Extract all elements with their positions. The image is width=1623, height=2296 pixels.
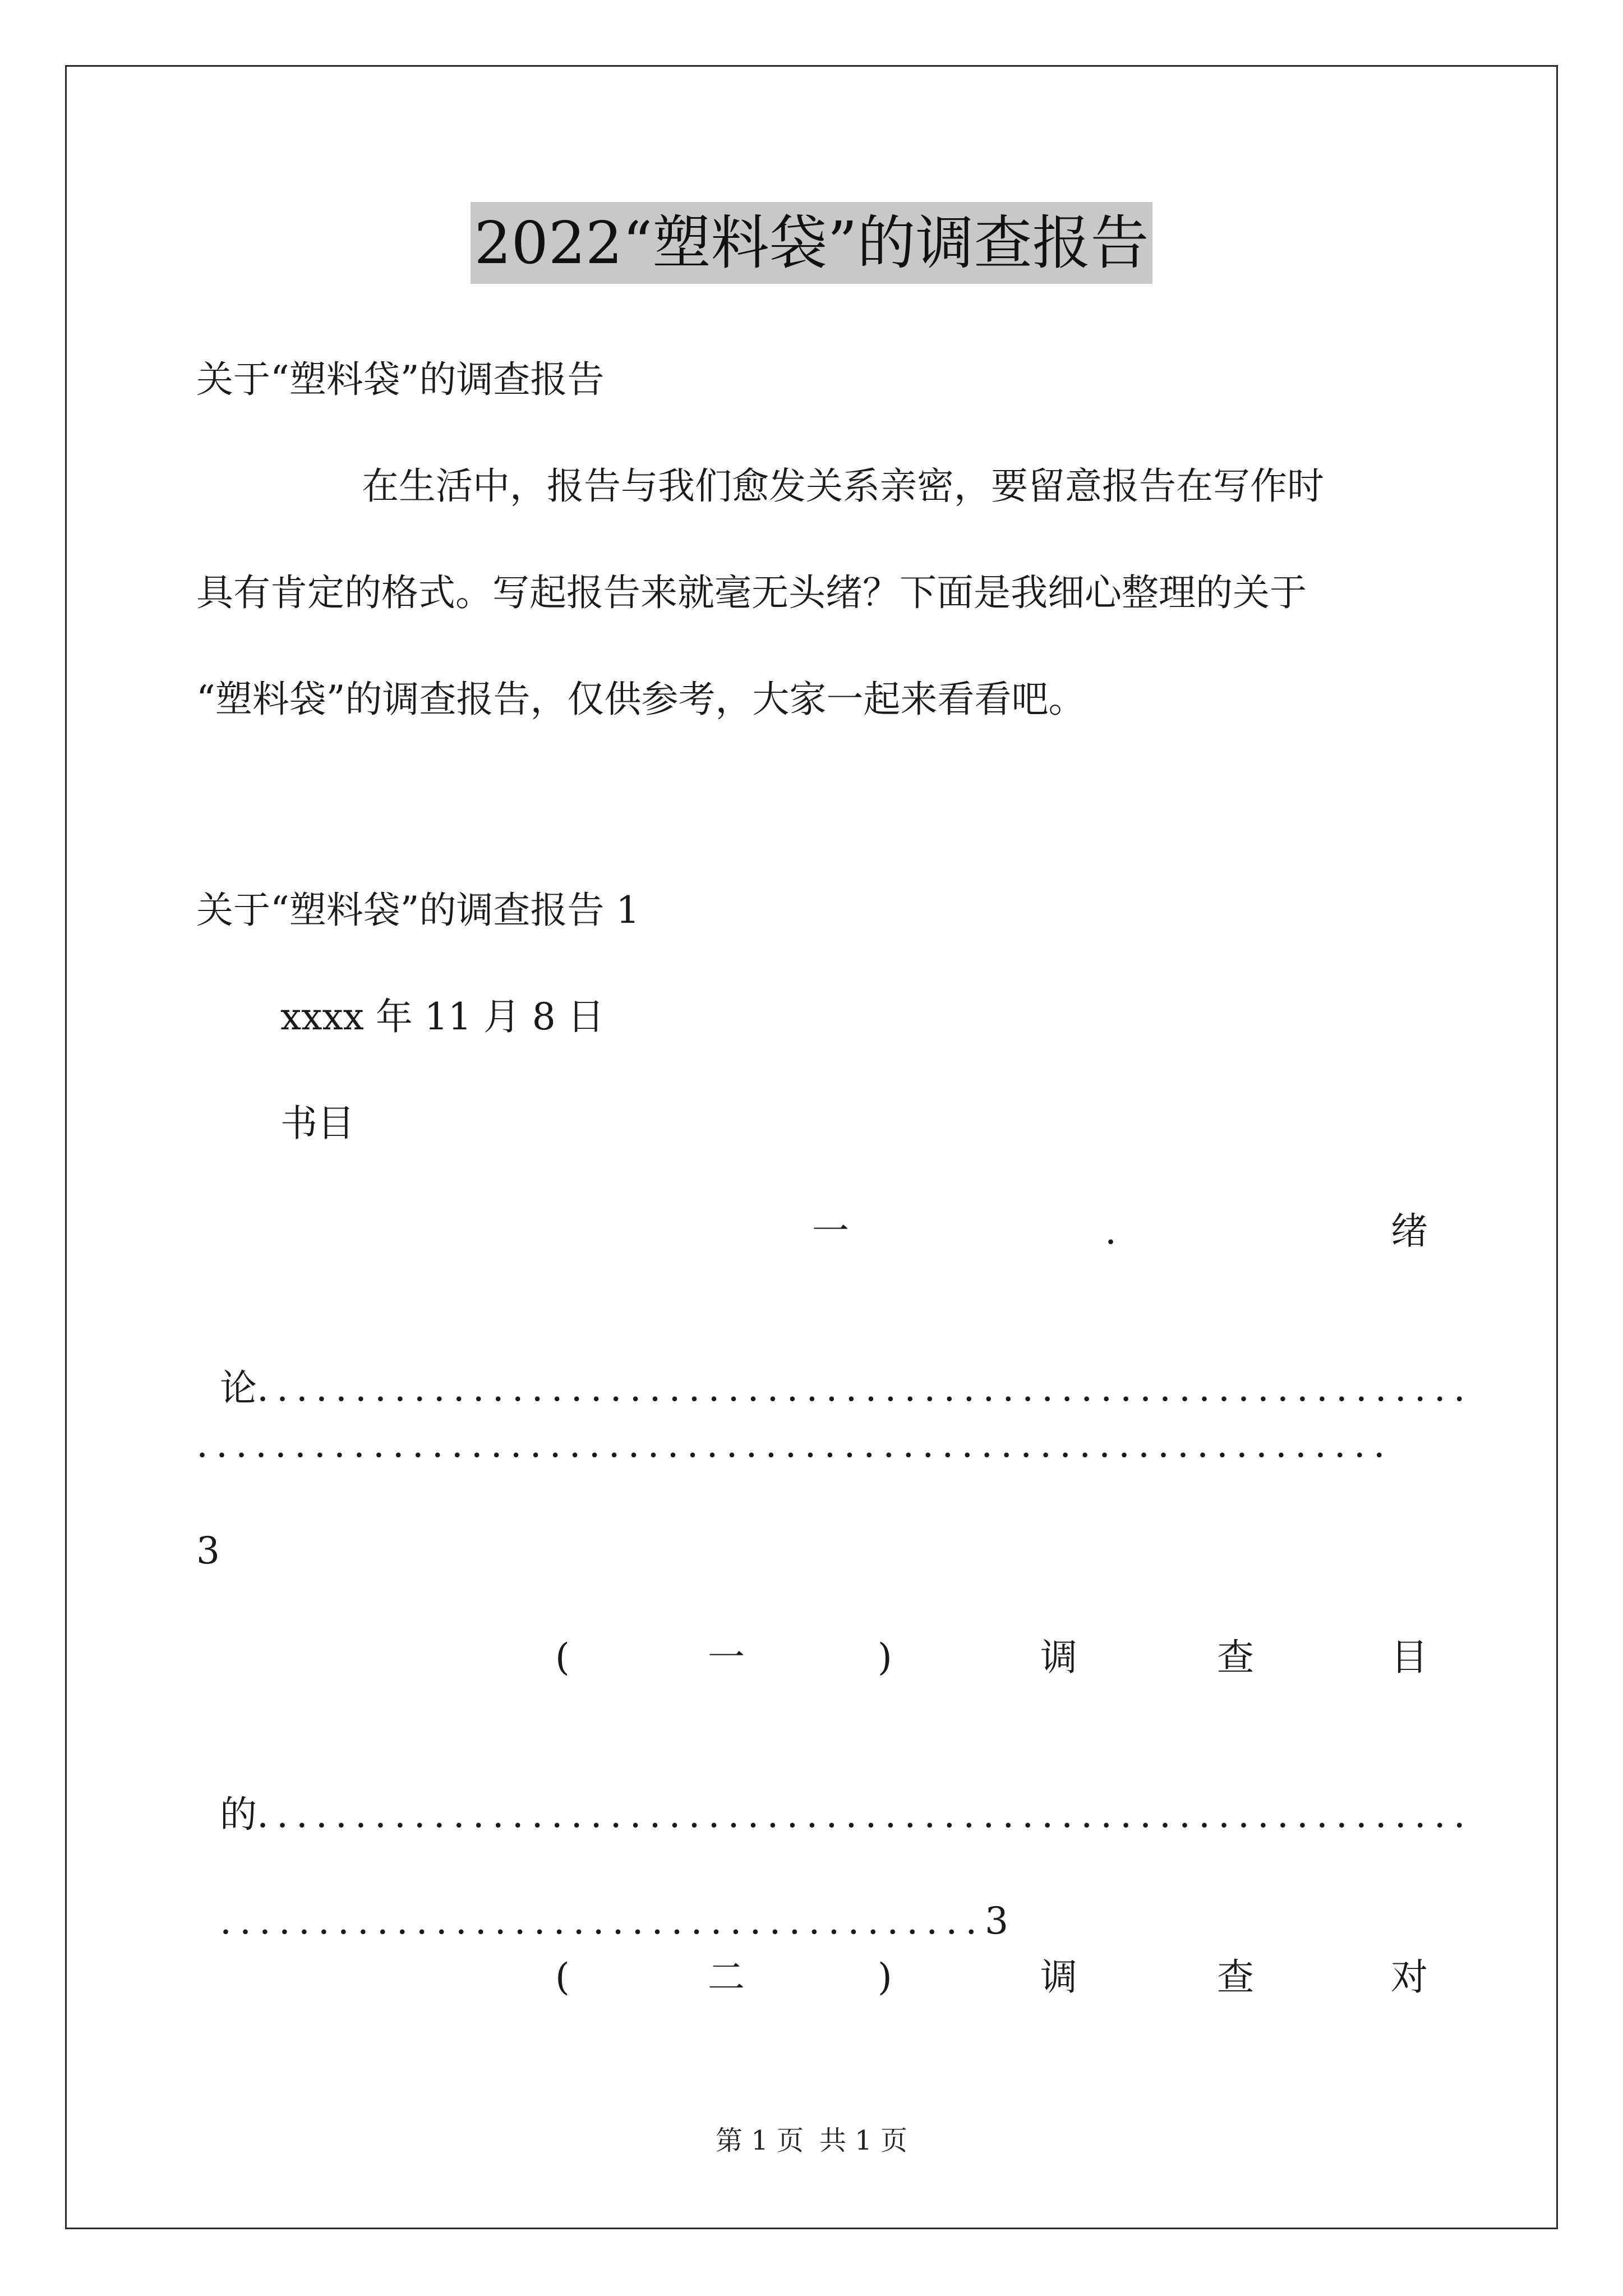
toc-item-1-label-end: [196, 1313, 1473, 1414]
toc-item-2-leader-line: [196, 1846, 1008, 1947]
toc-item-1-char-1: 一: [812, 1209, 849, 1253]
intro-line-2: 具有肯定的格式。写起报告来就毫无头绪？下面是我细心整理的关于: [196, 571, 1307, 614]
page-number-total: 共 1 页: [819, 2125, 908, 2156]
toc-leader-dots: .......................................: [219, 1899, 985, 1943]
toc-item-3-char-2: 二: [708, 1955, 745, 1999]
toc-item-3-char-3: ): [878, 1955, 892, 1999]
toc-item-2-char-1: (: [555, 1636, 570, 1679]
page-footer: [0, 2124, 1623, 2157]
toc-item-1-char-2: .: [1105, 1209, 1117, 1253]
toc-item-2-page: 3: [985, 1899, 1009, 1943]
toc-item-2-word: 的: [219, 1793, 257, 1836]
intro-line-1: 在生活中，报告与我们愈发关系亲密，要留意报告在写作时: [362, 464, 1324, 508]
toc-item-2-char-2: 一: [708, 1636, 745, 1679]
section-heading: 关于“塑料袋”的调查报告 1: [196, 889, 640, 932]
intro-line-3: “塑料袋”的调查报告，仅供参考，大家一起来看看吧。: [196, 678, 1086, 721]
toc-leader-dots: .............................................................: [196, 1423, 1393, 1466]
toc-item-3-char-5: 查: [1217, 1955, 1254, 1999]
page-number-current: 第 1 页: [715, 2125, 804, 2156]
toc-item-1-page: 3: [196, 1529, 220, 1572]
toc-item-2-char-6: 目: [1391, 1636, 1428, 1679]
report-date: xxxx 年 11 月 8 日: [280, 995, 605, 1038]
toc-leader-dots: ..............................................................: [256, 1366, 1473, 1410]
toc-item-3-char-1: (: [555, 1955, 570, 1999]
toc-item-1-word: 论: [219, 1366, 257, 1410]
document-subtitle: 关于“塑料袋”的调查报告: [196, 358, 605, 401]
toc-item-2-char-5: 查: [1217, 1636, 1254, 1679]
toc-leader-dots: ..............................................................: [256, 1793, 1473, 1836]
document-title: 2022“塑料袋”的调查报告: [471, 202, 1152, 284]
toc-item-3-char-6: 对: [1391, 1955, 1428, 1999]
toc-item-2-char-4: 调: [1040, 1636, 1077, 1679]
title-container: [0, 202, 1623, 284]
toc-item-3-char-4: 调: [1040, 1955, 1077, 1999]
toc-item-2-char-3: ): [878, 1636, 892, 1679]
toc-heading: 书目: [280, 1102, 354, 1145]
toc-item-1-char-3: 绪: [1391, 1209, 1428, 1253]
toc-item-2-label-end: [196, 1739, 1473, 1840]
